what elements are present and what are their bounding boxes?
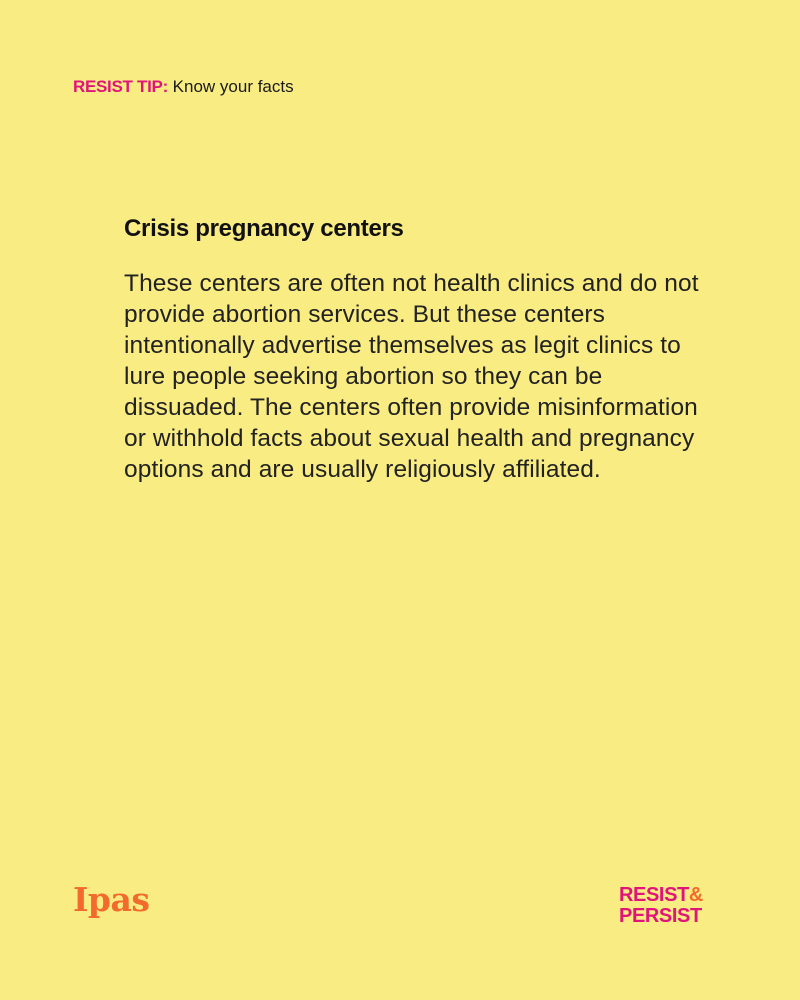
- article-body: These centers are often not health clinics and do not provide abortion services. But these centers intentionally advertise themselves as legit clinics to lure people seeking abortion so they can be dissuaded. The centers often provide misinformation or withhold facts about sexual health and pregnancy options and are usually religiously affiliated.: [124, 270, 699, 483]
- tip-label: RESIST TIP:: [73, 77, 168, 96]
- resist-persist-line1: [619, 885, 703, 906]
- ipas-logo: Ipas: [73, 880, 150, 919]
- article-title: Crisis pregnancy centers: [124, 215, 404, 242]
- resist-tip-header: [73, 76, 294, 98]
- resist-word: RESIST: [619, 884, 689, 906]
- resist-persist-logo: [619, 885, 703, 927]
- tip-text: Know your facts: [172, 77, 294, 96]
- ampersand: &: [688, 884, 703, 906]
- persist-word: PERSIST: [619, 905, 702, 927]
- article-content: [124, 212, 704, 485]
